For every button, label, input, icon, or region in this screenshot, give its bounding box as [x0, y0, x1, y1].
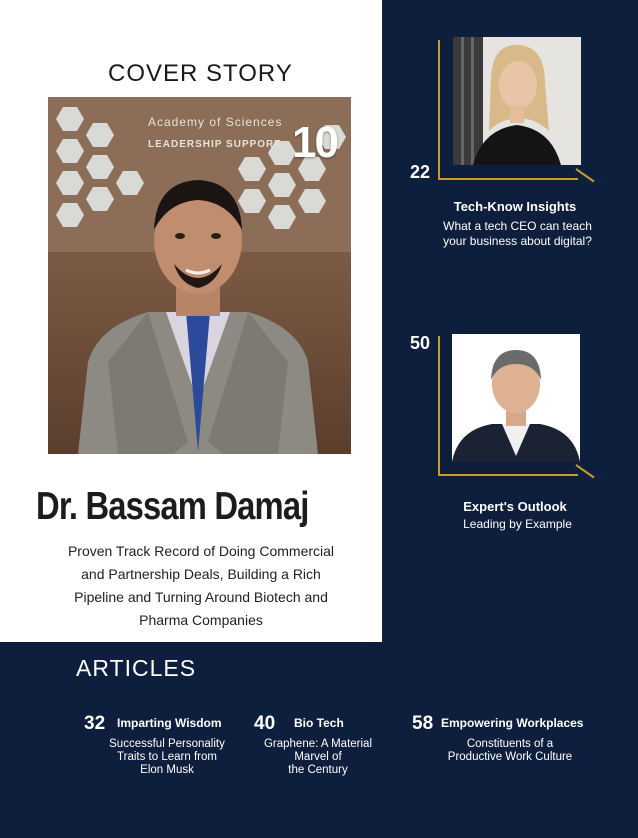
feature-card-2[interactable] [430, 330, 590, 485]
photo-banner [148, 115, 282, 150]
article-1-line2: Traits to Learn from [117, 751, 217, 763]
article-1-line3: Elon Musk [140, 764, 194, 776]
cover-page-number: 10 [292, 118, 337, 167]
feature-2-desc-line1: Leading by Example [463, 517, 572, 531]
feature-2-title[interactable]: Expert's Outlook [463, 499, 567, 514]
article-2-page-number: 40 [254, 713, 276, 734]
article-3-page-number: 58 [412, 713, 434, 734]
article-2-line2: Marvel of [294, 751, 342, 763]
article-1-line1: Successful Personality [109, 738, 225, 750]
cover-name[interactable]: Dr. Bassam Damaj [36, 485, 309, 528]
cover-description: Proven Track Record of Doing Commercial and Partnership Deals, Building a Rich Pipeline and Turning Around Biotech and Pharma Companies [67, 543, 335, 628]
feature-1-title[interactable]: Tech-Know Insights [453, 199, 577, 214]
cover-story-heading: COVER STORY [108, 60, 293, 87]
article-3-line1: Constituents of a [466, 738, 554, 750]
feature-1-page-number: 22 [410, 162, 431, 182]
feature-1-desc-line1: What a tech CEO can teach [443, 219, 592, 233]
article-1-title[interactable]: Imparting Wisdom [117, 716, 222, 730]
articles-heading: ARTICLES [76, 655, 197, 681]
article-1-page-number: 32 [84, 713, 106, 734]
photo-banner-line1: Academy of Sciences [148, 115, 283, 129]
article-2-line3: the Century [288, 764, 348, 776]
photo-banner-line2: LEADERSHIP SUPPORT [148, 139, 282, 150]
feature-card-1[interactable] [430, 30, 590, 185]
person-portrait [78, 152, 318, 454]
feature-1-photo [453, 37, 581, 165]
article-3-title[interactable]: Empowering Workplaces [441, 716, 584, 730]
article-2-title[interactable]: Bio Tech [294, 716, 344, 730]
feature-2-page-number: 50 [410, 333, 431, 353]
feature-1-desc-line2: your business about digital? [443, 234, 592, 248]
woman-portrait [453, 37, 581, 165]
man-portrait [452, 334, 580, 462]
article-3-line2: Productive Work Culture [447, 751, 573, 763]
feature-2-photo [452, 334, 580, 462]
article-2-line1: Graphene: A Material [263, 738, 373, 750]
